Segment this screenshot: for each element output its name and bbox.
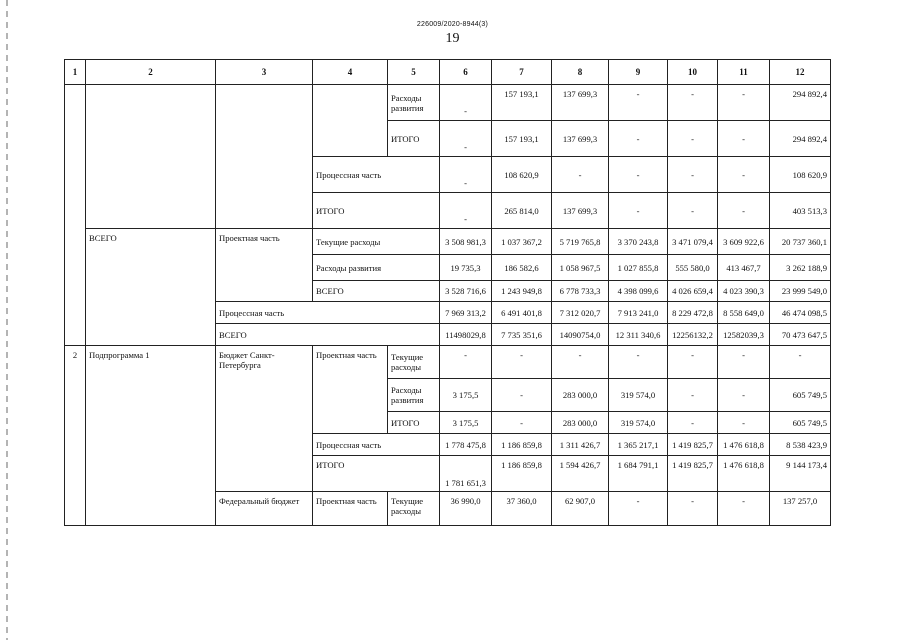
cell-value: 137 257,0 — [770, 492, 831, 526]
cell-value: 3 508 981,3 — [440, 229, 492, 255]
col-header: 2 — [86, 60, 216, 85]
cell-value: 1 419 825,7 — [668, 434, 718, 456]
cell — [65, 85, 86, 346]
col-header: 1 — [65, 60, 86, 85]
cell-value: - — [718, 379, 770, 412]
cell — [86, 85, 216, 229]
cell-value: 12 311 340,6 — [609, 324, 668, 346]
budget-table — [64, 59, 831, 526]
cell-value: 23 999 549,0 — [770, 281, 831, 302]
row-label: Текущие расходы — [388, 492, 440, 526]
cell-value: 1 311 426,7 — [552, 434, 609, 456]
cell-value: 4 026 659,4 — [668, 281, 718, 302]
cell-value: - — [668, 193, 718, 229]
cell-value: - — [440, 157, 492, 193]
cell-value: 4 398 099,6 — [609, 281, 668, 302]
cell-value: - — [609, 193, 668, 229]
cell-value: 1 476 618,8 — [718, 456, 770, 492]
cell-value: 157 193,1 — [492, 85, 552, 121]
cell-value: 8 558 649,0 — [718, 302, 770, 324]
table-row — [65, 85, 831, 121]
cell-value: - — [668, 157, 718, 193]
col-header: 12 — [770, 60, 831, 85]
cell-value: 319 574,0 — [609, 379, 668, 412]
row-label: Текущие расходы — [313, 229, 440, 255]
row-label: ВСЕГО — [86, 229, 216, 346]
col-header: 9 — [609, 60, 668, 85]
cell-value: 4 023 390,3 — [718, 281, 770, 302]
cell-value: 157 193,1 — [492, 121, 552, 157]
col-header: 11 — [718, 60, 770, 85]
cell-value: - — [440, 346, 492, 379]
cell-value: - — [440, 121, 492, 157]
scan-edge-artifact — [6, 0, 8, 640]
cell-value: 1 778 475,8 — [440, 434, 492, 456]
col-header: 6 — [440, 60, 492, 85]
cell-value: - — [492, 412, 552, 434]
cell-value: 403 513,3 — [770, 193, 831, 229]
cell-value: 1 419 825,7 — [668, 456, 718, 492]
cell-value: 7 969 313,2 — [440, 302, 492, 324]
cell-value: 283 000,0 — [552, 379, 609, 412]
table-header-row — [65, 60, 831, 85]
page-number: 19 — [445, 31, 460, 46]
cell-value: 12582039,3 — [718, 324, 770, 346]
cell-value: 9 144 173,4 — [770, 456, 831, 492]
cell-value: 1 476 618,8 — [718, 434, 770, 456]
cell-value: 137 699,3 — [552, 85, 609, 121]
table-row — [65, 346, 831, 379]
cell-value: 5 719 765,8 — [552, 229, 609, 255]
row-label: Процессная часть — [313, 157, 440, 193]
cell-value: 3 471 079,4 — [668, 229, 718, 255]
cell-value: 6 491 401,8 — [492, 302, 552, 324]
row-label: Бюджет Санкт-Петербурга — [216, 346, 313, 492]
cell-value: 283 000,0 — [552, 412, 609, 434]
cell-value: 6 778 733,3 — [552, 281, 609, 302]
cell-value: 108 620,9 — [492, 157, 552, 193]
row-label: ИТОГО — [313, 456, 440, 492]
cell-value: 555 580,0 — [668, 255, 718, 281]
cell-value: 186 582,6 — [492, 255, 552, 281]
cell-value: - — [718, 193, 770, 229]
cell-value: - — [609, 85, 668, 121]
cell-value: 265 814,0 — [492, 193, 552, 229]
col-header: 8 — [552, 60, 609, 85]
cell-value: 1 186 859,8 — [492, 434, 552, 456]
col-header: 5 — [388, 60, 440, 85]
cell-value: 1 594 426,7 — [552, 456, 609, 492]
cell-value: 70 473 647,5 — [770, 324, 831, 346]
row-label: Расходы развития — [313, 255, 440, 281]
cell-value: 1 037 367,2 — [492, 229, 552, 255]
row-label: Проектная часть — [313, 346, 388, 434]
cell-value: - — [718, 85, 770, 121]
row-label: ИТОГО — [313, 193, 440, 229]
document-id: 226009/2020-8944(3) — [416, 21, 489, 28]
cell-value: 137 699,3 — [552, 193, 609, 229]
cell-value: 1 027 855,8 — [609, 255, 668, 281]
col-header: 4 — [313, 60, 388, 85]
col-header: 3 — [216, 60, 313, 85]
cell-value: 8 538 423,9 — [770, 434, 831, 456]
cell-value: 3 175,5 — [440, 412, 492, 434]
cell-value: - — [609, 492, 668, 526]
cell-value: 12256132,2 — [668, 324, 718, 346]
cell-value: 11498029,8 — [440, 324, 492, 346]
cell-value: - — [609, 121, 668, 157]
cell-value: - — [668, 492, 718, 526]
row-label: ИТОГО — [388, 121, 440, 157]
row-label: Процессная часть — [216, 302, 440, 324]
cell-value: 36 990,0 — [440, 492, 492, 526]
cell-value: 14090754,0 — [552, 324, 609, 346]
cell — [216, 85, 313, 229]
table-row — [65, 229, 831, 255]
row-label: Процессная часть — [313, 434, 440, 456]
cell-value: - — [718, 121, 770, 157]
cell-value: - — [668, 121, 718, 157]
cell-value: 1 365 217,1 — [609, 434, 668, 456]
cell-value: - — [609, 346, 668, 379]
row-label: Проектная часть — [313, 492, 388, 526]
cell-value: - — [668, 85, 718, 121]
cell-value: 319 574,0 — [609, 412, 668, 434]
cell-value: - — [718, 346, 770, 379]
cell-value: 3 370 243,8 — [609, 229, 668, 255]
row-label: ИТОГО — [388, 412, 440, 434]
row-label: Расходы развития — [388, 85, 440, 121]
cell-value: - — [770, 346, 831, 379]
cell-value: - — [492, 346, 552, 379]
cell-value: 20 737 360,1 — [770, 229, 831, 255]
row-label: Расходы развития — [388, 379, 440, 412]
cell-value: - — [718, 412, 770, 434]
col-header: 7 — [492, 60, 552, 85]
cell-value: 605 749,5 — [770, 412, 831, 434]
cell-value: 413 467,7 — [718, 255, 770, 281]
row-label: ВСЕГО — [313, 281, 440, 302]
cell-value: - — [552, 157, 609, 193]
cell-value: 37 360,0 — [492, 492, 552, 526]
cell-value: 8 229 472,8 — [668, 302, 718, 324]
row-number: 2 — [65, 346, 86, 526]
cell-value: 1 058 967,5 — [552, 255, 609, 281]
cell-value: 7 913 241,0 — [609, 302, 668, 324]
cell-value: - — [492, 379, 552, 412]
cell-value: 3 262 188,9 — [770, 255, 831, 281]
cell-value: 294 892,4 — [770, 85, 831, 121]
row-label: Федеральный бюджет — [216, 492, 313, 526]
cell-value: - — [668, 346, 718, 379]
cell-value: - — [668, 379, 718, 412]
cell-value: 3 528 716,6 — [440, 281, 492, 302]
cell-value: 7 312 020,7 — [552, 302, 609, 324]
cell-value: 108 620,9 — [770, 157, 831, 193]
row-label: ВСЕГО — [216, 324, 440, 346]
cell-value: - — [440, 193, 492, 229]
cell-value: 3 175,5 — [440, 379, 492, 412]
cell-value: 46 474 098,5 — [770, 302, 831, 324]
cell-value: 1 186 859,8 — [492, 456, 552, 492]
cell-value: - — [552, 346, 609, 379]
cell-value: - — [718, 492, 770, 526]
cell-value: 605 749,5 — [770, 379, 831, 412]
cell-value: - — [609, 157, 668, 193]
row-label: Проектная часть — [216, 229, 313, 302]
cell-value: 294 892,4 — [770, 121, 831, 157]
cell-value: 1 781 651,3 — [440, 456, 492, 492]
cell-value: - — [668, 412, 718, 434]
cell-value: 1 684 791,1 — [609, 456, 668, 492]
cell-value: 7 735 351,6 — [492, 324, 552, 346]
cell-value: 1 243 949,8 — [492, 281, 552, 302]
row-label: Подпрограмма 1 — [86, 346, 216, 526]
row-label: Текущие расходы — [388, 346, 440, 379]
cell-value: 137 699,3 — [552, 121, 609, 157]
cell-value: 19 735,3 — [440, 255, 492, 281]
cell-value: - — [718, 157, 770, 193]
cell-value: 3 609 922,6 — [718, 229, 770, 255]
cell — [313, 85, 388, 157]
cell-value: 62 907,0 — [552, 492, 609, 526]
col-header: 10 — [668, 60, 718, 85]
cell-value: - — [440, 85, 492, 121]
